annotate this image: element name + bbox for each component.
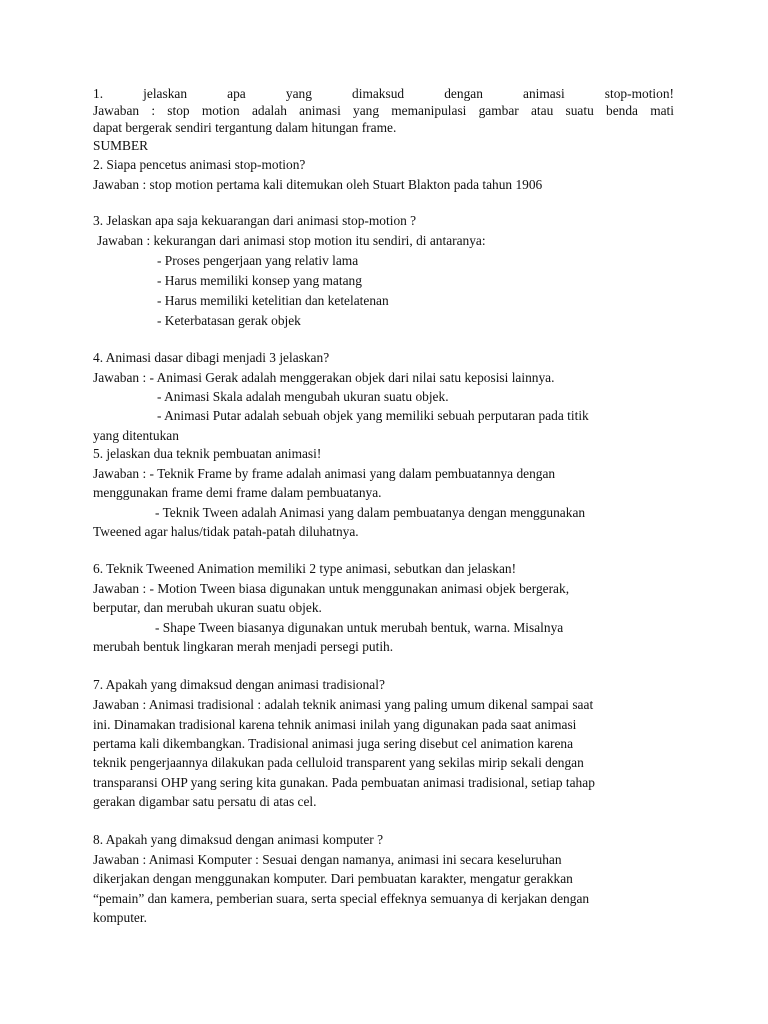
text-line: 7. Apakah yang dimaksud dengan animasi tradisional? bbox=[93, 677, 385, 692]
text-line: 2. Siapa pencetus animasi stop-motion? bbox=[93, 157, 306, 172]
text-line: pertama kali dikembangkan. Tradisional animasi juga sering disebut cel animation karena bbox=[93, 736, 574, 751]
text-line: “pemain” dan kamera, pemberian suara, serta special effeknya semuanya di kerjakan dengan bbox=[93, 891, 590, 906]
text-line: Tweened agar halus/tidak patah-patah diluhatnya. bbox=[93, 524, 359, 539]
text-line: Jawaban : - Motion Tween biasa digunakan untuk menggunakan animasi objek bergerak, bbox=[93, 581, 570, 596]
text-line: komputer. bbox=[93, 910, 147, 925]
text-line: - Harus memiliki ketelitian dan ketelatenan bbox=[157, 293, 389, 308]
text-line: 3. Jelaskan apa saja kekuarangan dari animasi stop-motion ? bbox=[93, 213, 417, 228]
text-line: SUMBER bbox=[93, 138, 149, 153]
text-line: yang ditentukan bbox=[93, 428, 179, 443]
text-line: 1. jelaskan apa yang dimaksud dengan animasi stop-motion! bbox=[93, 86, 674, 101]
text-line: - Proses pengerjaan yang relativ lama bbox=[157, 253, 359, 268]
text-line: 4. Animasi dasar dibagi menjadi 3 jelaskan? bbox=[93, 350, 330, 365]
text-line: - Teknik Tween adalah Animasi yang dalam pembuatanya dengan menggunakan bbox=[155, 505, 586, 520]
text-line: 8. Apakah yang dimaksud dengan animasi komputer ? bbox=[93, 832, 384, 847]
text-line: - Animasi Putar adalah sebuah objek yang memiliki sebuah perputaran pada titik bbox=[157, 408, 589, 423]
text-line: - Keterbatasan gerak objek bbox=[157, 313, 301, 328]
text-line: transparansi OHP yang sering kita gunakan. Pada pembuatan animasi tradisional, setiap tahap bbox=[93, 775, 595, 790]
text-line: dikerjakan dengan menggunakan komputer. Dari pembuatan karakter, mengatur gerakkan bbox=[93, 871, 573, 886]
text-line: Jawaban : stop motion adalah animasi yang memanipulasi gambar atau suatu benda mati bbox=[93, 103, 674, 118]
text-line: Jawaban : kekurangan dari animasi stop motion itu sendiri, di antaranya: bbox=[97, 233, 486, 248]
text-line: menggunakan frame demi frame dalam pembuatanya. bbox=[93, 485, 382, 500]
text-line: Jawaban : - Animasi Gerak adalah menggerakan objek dari nilai satu keposisi lainnya. bbox=[93, 370, 555, 385]
text-line: Jawaban : Animasi Komputer : Sesuai dengan namanya, animasi ini secara keseluruhan bbox=[93, 852, 562, 867]
text-line: berputar, dan merubah ukuran suatu objek. bbox=[93, 600, 322, 615]
text-line: gerakan digambar satu persatu di atas cel. bbox=[93, 794, 317, 809]
text-line: dapat bergerak sendiri tergantung dalam hitungan frame. bbox=[93, 120, 397, 135]
text-line: - Shape Tween biasanya digunakan untuk merubah bentuk, warna. Misalnya bbox=[155, 620, 564, 635]
text-line: - Harus memiliki konsep yang matang bbox=[157, 273, 362, 288]
text-line: Jawaban : - Teknik Frame by frame adalah animasi yang dalam pembuatannya dengan bbox=[93, 466, 556, 481]
text-line: 5. jelaskan dua teknik pembuatan animasi! bbox=[93, 446, 322, 461]
text-line: teknik pengerjaannya dilakukan pada celluloid transparent yang sekilas mirip sekali dengan bbox=[93, 755, 584, 770]
text-line: 6. Teknik Tweened Animation memiliki 2 type animasi, sebutkan dan jelaskan! bbox=[93, 561, 517, 576]
text-line: merubah bentuk lingkaran merah menjadi persegi putih. bbox=[93, 639, 394, 654]
text-line: Jawaban : Animasi tradisional : adalah teknik animasi yang paling umum dikenal sampai saat bbox=[93, 697, 594, 712]
text-line: ini. Dinamakan tradisional karena tehnik animasi inilah yang digunakan pada saat animasi bbox=[93, 717, 577, 732]
text-line: Jawaban : stop motion pertama kali ditemukan oleh Stuart Blakton pada tahun 1906 bbox=[93, 177, 543, 192]
text-line: - Animasi Skala adalah mengubah ukuran suatu objek. bbox=[157, 389, 449, 404]
